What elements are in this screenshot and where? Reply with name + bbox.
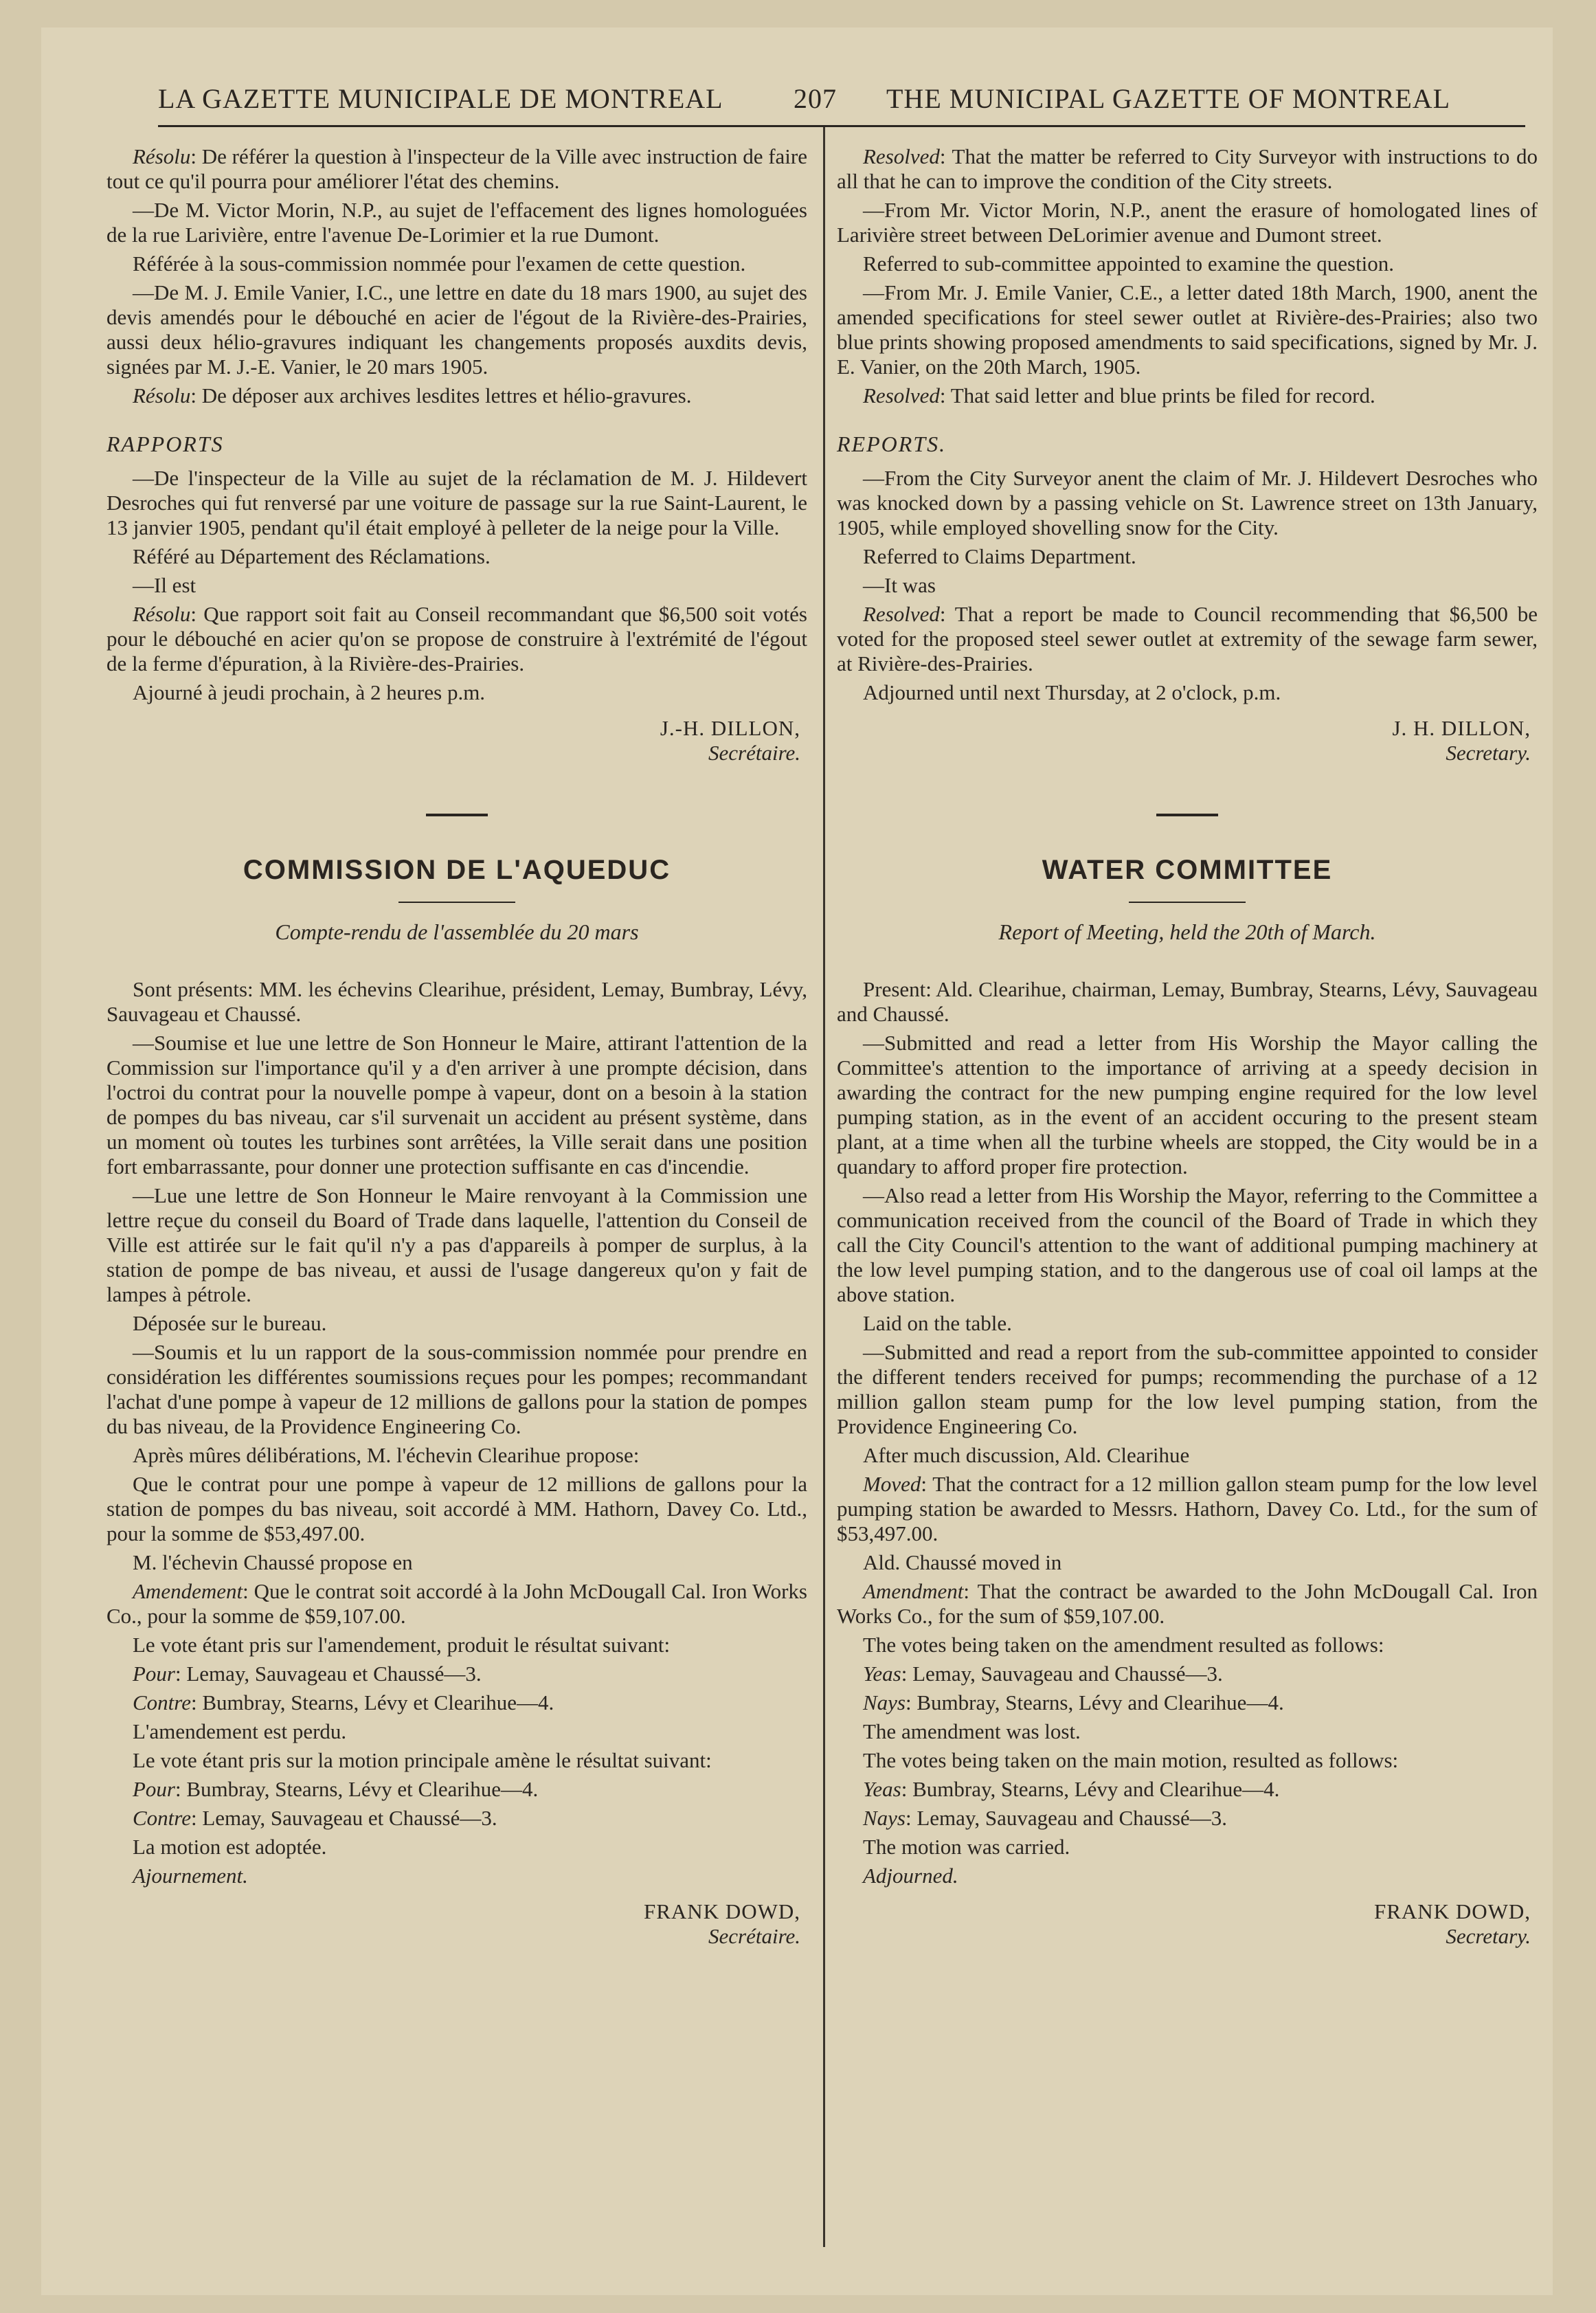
paragraph: —Soumise et lue une lettre de Son Honneur le Maire, attirant l'attention de la Commission sur l'importance qu'il y a d'en arriver à une prompte décision, dans l'octroi du contrat pour la nouvelle pompe à vapeur, dont on a besoin à la station de pompes du bas niveau, car s'il survenait un accident au présent système, dans un moment où toutes les turbines sont arrêtées, la Ville serait dans une position fort embarrassante, pour donner une protection suffisante en cas d'incendie.: [106, 1031, 807, 1178]
title-underline: [398, 902, 515, 903]
paragraph: —Il est: [133, 573, 196, 597]
reports-heading: REPORTS.: [837, 432, 947, 456]
paragraph: The motion was carried.: [863, 1835, 1070, 1859]
column-divider: [823, 127, 825, 2247]
paragraph: La motion est adoptée.: [133, 1835, 327, 1859]
paragraph: The votes being taken on the amendment resulted as follows:: [863, 1633, 1384, 1657]
header-rule: [158, 125, 1525, 127]
paragraph: Resolved: That a report be made to Council recommending that $6,500 be voted for the proposed steel sewer outlet at extremity of the sewage farm sewer, at Rivière-des-Prairies.: [837, 602, 1538, 675]
paragraph: Laid on the table.: [863, 1311, 1012, 1335]
paragraph: Referred to Claims Department.: [863, 544, 1136, 568]
paragraph: Référée à la sous-commission nommée pour l'examen de cette question.: [133, 252, 746, 276]
english-column: [837, 144, 1538, 1949]
vote-line: Pour: Lemay, Sauvageau et Chaussé—3.: [133, 1662, 482, 1686]
page-number: 207: [794, 83, 837, 114]
vote-line: Contre: Lemay, Sauvageau et Chaussé—3.: [133, 1806, 497, 1830]
header-english-title: THE MUNICIPAL GAZETTE OF MONTREAL: [886, 83, 1451, 114]
paragraph: —From Mr. Victor Morin, N.P., anent the erasure of homologated lines of Larivière street between DeLorimier avenue and Dumont street.: [837, 198, 1538, 247]
paragraph: Ajourné à jeudi prochain, à 2 heures p.m.: [133, 680, 486, 704]
signature-name: J.-H. DILLON,: [660, 716, 800, 740]
vote-line: Nays: Lemay, Sauvageau and Chaussé—3.: [863, 1806, 1228, 1830]
paragraph: Ald. Chaussé moved in: [863, 1550, 1062, 1574]
paragraph: Référé au Département des Réclamations.: [133, 544, 491, 568]
paragraph: Résolu: De référer la question à l'inspecteur de la Ville avec instruction de faire tout ce qu'il pourra pour améliorer l'état des chemins.: [106, 144, 807, 193]
paragraph: —De M. J. Emile Vanier, I.C., une lettre en date du 18 mars 1900, au sujet des devis amendés pour le débouché en acier de l'égout de la Rivière-des-Prairies, aussi deux hélio-gravures indiquant les changements proposés auxdits devis, signées par M. J.-E. Vanier, le 20 mars 1905.: [106, 280, 807, 379]
paragraph: Ajournement.: [133, 1864, 248, 1888]
signature-title: Secretary.: [1446, 1924, 1531, 1948]
paragraph: —Submitted and read a report from the sub-committee appointed to consider the different tenders received for pumps; recommending the purchase of a 12 million gallon steam pump for the low level pumping station, from the Providence Engineering Co.: [837, 1340, 1538, 1438]
signature-name: FRANK DOWD,: [644, 1899, 800, 1923]
title-underline: [1129, 902, 1246, 903]
paragraph: Résolu: Que rapport soit fait au Conseil recommandant que $6,500 soit votés pour le débouché en acier qu'on se propose de construire à l'extrémité de l'égout de la ferme d'épuration, à la Rivière-des-Prairies.: [106, 602, 807, 675]
paragraph: Moved: That the contract for a 12 million gallon steam pump for the low level pumping station be awarded to Messrs. Hathorn, Davey Co. Ltd., for the sum of $53,497.00.: [837, 1472, 1538, 1545]
signature-title: Secretary.: [1446, 741, 1531, 765]
paragraph: —From Mr. J. Emile Vanier, C.E., a letter dated 18th March, 1900, anent the amended specifications for steel sewer outlet at Rivière-des-Prairies; also two blue prints showing proposed amendments to said specifications, signed by Mr. J. E. Vanier, on the 20th March, 1905.: [837, 280, 1538, 379]
signature-name: J. H. DILLON,: [1392, 716, 1531, 740]
paragraph: Que le contrat pour une pompe à vapeur de 12 millions de gallons pour la station de pompes du bas niveau, soit accordé à MM. Hathorn, Davey Co. Ltd., pour la somme de $53,497.00.: [106, 1472, 807, 1545]
signature-title: Secrétaire.: [708, 741, 800, 765]
signature-name: FRANK DOWD,: [1374, 1899, 1531, 1923]
paragraph: Amendment: That the contract be awarded to the John McDougall Cal. Iron Works Co., for the sum of $59,107.00.: [837, 1579, 1538, 1628]
paragraph: After much discussion, Ald. Clearihue: [863, 1443, 1190, 1467]
paragraph: —De l'inspecteur de la Ville au sujet de la réclamation de M. J. Hildevert Desroches qui fut renversé par une voiture de passage sur la rue Saint-Laurent, le 13 janvier 1905, pendant qu'il était employé à pelleter de la neige pour la Ville.: [106, 466, 807, 539]
vote-line: Nays: Bumbray, Stearns, Lévy and Clearihue—4.: [863, 1690, 1284, 1714]
paragraph: Amendement: Que le contrat soit accordé à la John McDougall Cal. Iron Works Co., pour la somme de $59,107.00.: [106, 1579, 807, 1628]
committee-title: COMMISSION DE L'AQUEDUC: [243, 855, 671, 885]
section-divider: [1156, 814, 1218, 816]
header-french-title: LA GAZETTE MUNICIPALE DE MONTREAL: [158, 83, 723, 114]
section-divider: [426, 814, 488, 816]
signature-title: Secrétaire.: [708, 1924, 800, 1948]
page-header: [158, 69, 1518, 124]
paragraph: Resolved: That said letter and blue prints be filed for record.: [863, 383, 1375, 407]
vote-line: Yeas: Bumbray, Stearns, Lévy and Clearihue—4.: [863, 1777, 1280, 1801]
committee-title: WATER COMMITTEE: [1042, 855, 1333, 885]
paragraph: Résolu: De déposer aux archives lesdites lettres et hélio-gravures.: [133, 383, 692, 407]
paragraph: Referred to sub-committee appointed to examine the question.: [863, 252, 1395, 276]
paragraph: L'amendement est perdu.: [133, 1719, 347, 1743]
reports-heading: RAPPORTS: [106, 432, 224, 456]
paragraph: —Soumis et lu un rapport de la sous-commission nommée pour prendre en considération les différentes soumissions reçues pour les pompes; recommandant l'achat d'une pompe à vapeur de 12 millions de gallons pour la station de pompes du bas niveau, de la Providence Engineering Co.: [106, 1340, 807, 1438]
paragraph: The amendment was lost.: [863, 1719, 1081, 1743]
paragraph: Après mûres délibérations, M. l'échevin Clearihue propose:: [133, 1443, 640, 1467]
paragraph: —From the City Surveyor anent the claim of Mr. J. Hildevert Desroches who was knocked down by a passing vehicle on St. Lawrence street on 13th January, 1905, while employed shovelling snow for the City.: [837, 466, 1538, 539]
french-column: [106, 144, 807, 1949]
vote-line: Yeas: Lemay, Sauvageau and Chaussé—3.: [863, 1662, 1223, 1686]
committee-subtitle: Compte-rendu de l'assemblée du 20 mars: [275, 919, 639, 944]
paragraph: —Also read a letter from His Worship the Mayor, referring to the Committee a communication received from the council of the Board of Trade in which they call the City Council's attention to the want of additional pumping machinery at the low level pumping station, and to the dangerous use of coal oil lamps at the above station.: [837, 1183, 1538, 1306]
paragraph: —It was: [863, 573, 936, 597]
paragraph: Déposée sur le bureau.: [133, 1311, 327, 1335]
vote-line: Pour: Bumbray, Stearns, Lévy et Clearihue—4.: [133, 1777, 539, 1801]
paragraph: M. l'échevin Chaussé propose en: [133, 1550, 413, 1574]
paragraph: —De M. Victor Morin, N.P., au sujet de l'effacement des lignes homologuées de la rue Larivière, entre l'avenue De-Lorimier et la rue Dumont.: [106, 198, 807, 247]
paragraph: Adjourned.: [863, 1864, 958, 1888]
paragraph: Le vote étant pris sur l'amendement, produit le résultat suivant:: [133, 1633, 671, 1657]
paragraph: Sont présents: MM. les échevins Clearihue, président, Lemay, Bumbray, Lévy, Sauvageau et Chaussé.: [106, 977, 807, 1026]
paragraph: Resolved: That the matter be referred to City Surveyor with instructions to do all that he can to improve the condition of the City streets.: [837, 144, 1538, 193]
committee-subtitle: Report of Meeting, held the 20th of March.: [998, 919, 1376, 944]
paragraph: —Lue une lettre de Son Honneur le Maire renvoyant à la Commission une lettre reçue du conseil du Board of Trade dans laquelle, l'attention du Conseil de Ville est attirée sur le fait qu'il n'y a pas d'appareils à pomper de surplus, à la station de pompe de bas niveau, et aussi de l'usage dangereux qu'on y fait de lampes à pétrole.: [106, 1183, 807, 1306]
paragraph: Adjourned until next Thursday, at 2 o'clock, p.m.: [863, 680, 1281, 704]
paragraph: The votes being taken on the main motion, resulted as follows:: [863, 1748, 1399, 1772]
paragraph: Present: Ald. Clearihue, chairman, Lemay, Bumbray, Stearns, Lévy, Sauvageau and Chaussé.: [837, 977, 1538, 1026]
paragraph: Le vote étant pris sur la motion principale amène le résultat suivant:: [133, 1748, 712, 1772]
paragraph: —Submitted and read a letter from His Worship the Mayor calling the Committee's attention to the importance of arriving at a speedy decision in awarding the contract for the new pumping engine required for the low level pumping station, as in the event of an accident occuring to the present steam plant, at a time when all the turbine wheels are stopped, the City would be in a quandary to afford proper fire protection.: [837, 1031, 1538, 1178]
vote-line: Contre: Bumbray, Stearns, Lévy et Clearihue—4.: [133, 1690, 554, 1714]
